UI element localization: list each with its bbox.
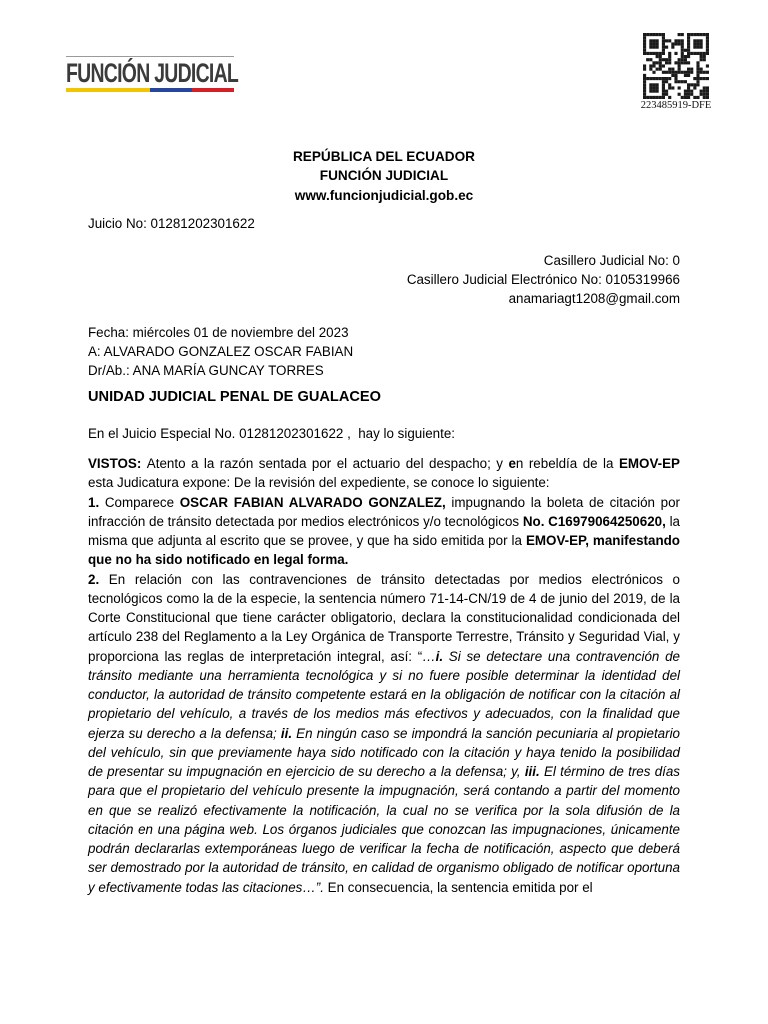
qr-code-icon bbox=[643, 33, 709, 99]
flag-red-segment bbox=[192, 88, 234, 92]
fecha-line: Fecha: miércoles 01 de noviembre del 2023 bbox=[88, 325, 349, 340]
casillero-block bbox=[407, 251, 680, 309]
header-website: www.funcionjudicial.gob.ec bbox=[294, 187, 474, 203]
casillero-electronico: Casillero Judicial Electrónico No: 0105319966 bbox=[406, 272, 680, 288]
notification-email: anamariagt1208@gmail.com bbox=[508, 291, 680, 307]
document-header bbox=[0, 147, 768, 205]
juicio-number: Juicio No: 01281202301622 bbox=[88, 216, 255, 231]
lawyer-line: Dr/Ab.: ANA MARÍA GUNCAY TORRES bbox=[88, 363, 324, 379]
header-republica: REPÚBLICA DEL ECUADOR bbox=[292, 149, 475, 164]
body-paragraph: 1. Comparece OSCAR FABIAN ALVARADO GONZALEZ, impugnando la boleta de citación por infracción de tránsito detectada por medios electrónicos y/o tecnológicos No. C16979064250620, la misma que adjunta al escrito que se provee, y que ha sido emitida por la EMOV-EP, manifestando que no ha sido notificado en legal forma. bbox=[88, 494, 680, 568]
intro-line: En el Juicio Especial No. 01281202301622 , hay lo siguiente: bbox=[88, 426, 456, 441]
casillero-judicial: Casillero Judicial No: 0 bbox=[543, 253, 680, 268]
ecuador-flag-bar bbox=[66, 88, 234, 92]
header-funcion-judicial: FUNCIÓN JUDICIAL bbox=[319, 168, 449, 184]
body-paragraph: 2. En relación con las contravenciones de tránsito detectadas por medios electrónicos o tecnológicos como la de la especie, la sentencia número 71-14-CN/19 de 4 de junio del 2019, de la Corte Constitucional que tiene carácter obligatorio, declara la constitucionalidad condicionada del artículo 238 del Reglamento a la Ley Orgánica de Transporte Terrestre, Tránsito y Seguridad Vial, y proporciona las reglas de interpretación integral, así: “…i. Si se detectare una contravención de tránsito mediante una herramienta tecnológica y si no fuere posible determinar la identidad del conductor, la autoridad de tránsito competente estará en la obligación de notificar con la citación al propietario del vehículo, a través de los medios más efectivos y adecuados, con la finalidad que ejerza su derecho a la defensa; ii. En ningún caso se impondrá la sanción pecuniaria al propietario del vehículo, sin que previamente haya sido notificado con la citación y haya tenido la posibilidad de presentar su impugnación en ejercicio de su derecho a la defensa; y, iii. El término de tres días para que el propietario del vehículo presente la impugnación, será contando a partir del momento en que se realizó efectivamente la notificación, la cual no se verifica por la sola difusión de la citación en una página web. Los órganos judiciales que conozcan las impugnaciones, únicamente podrán declararlas extemporáneas luego de verificar la fecha de notificación, aspecto que deberá ser demostrado por la autoridad de tránsito, en calidad de organismo obligado de notificar oportuna y efectivamente todas las citaciones…”. En consecuencia, la sentencia emitida por el bbox=[88, 571, 681, 895]
addressee-block bbox=[88, 323, 353, 381]
funcion-judicial-logo bbox=[66, 56, 239, 92]
document-body bbox=[88, 454, 680, 897]
body-paragraph: VISTOS: Atento a la razón sentada por el actuario del despacho; y en rebeldía de la EMOV-EP esta Judicatura expone: De la revisión del expediente, se conoce lo siguiente: bbox=[88, 456, 680, 491]
flag-blue-segment bbox=[150, 88, 192, 92]
court-heading: UNIDAD JUDICIAL PENAL DE GUALACEO bbox=[88, 389, 381, 405]
qr-code-label: 223485919-DFE bbox=[640, 100, 712, 111]
logo-wordmark: FUNCIÓN JUDICIAL bbox=[66, 58, 239, 88]
addressee-line: A: ALVARADO GONZALEZ OSCAR FABIAN bbox=[88, 344, 354, 360]
logo-top-rule bbox=[66, 56, 234, 57]
flag-yellow-segment bbox=[66, 88, 150, 92]
